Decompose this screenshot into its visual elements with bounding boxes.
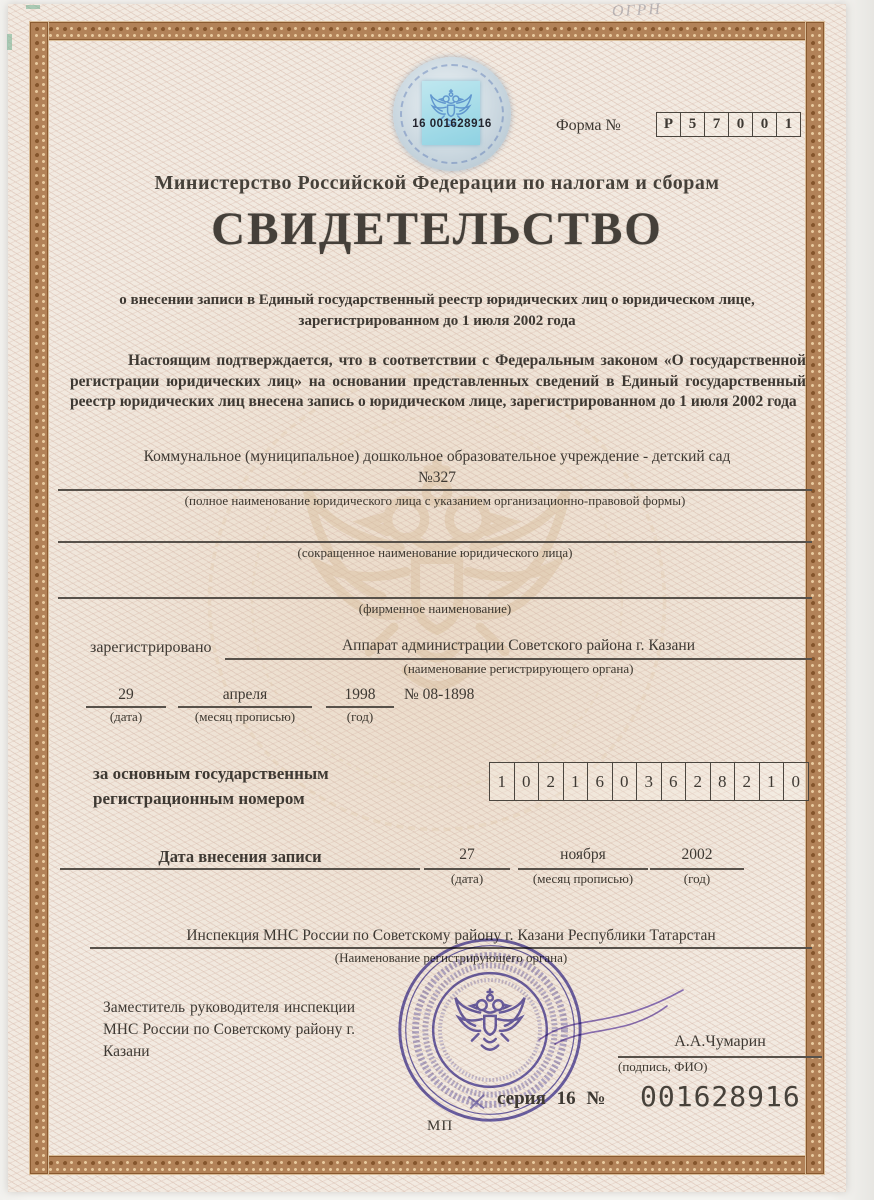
- entry-date-month: ноября: [560, 846, 606, 863]
- full-name-underline: [58, 489, 812, 491]
- form-cell: Р: [663, 116, 674, 132]
- full-name-value: Коммунальное (муниципальное) дошкольное образовательное учреждение - детский сад №327: [143, 448, 731, 486]
- frame-border-bottom: [30, 1156, 824, 1174]
- short-name-underline: [58, 541, 812, 543]
- ogrn-digit-cell: 2: [685, 763, 710, 800]
- ogrn-digit-cell: 0: [514, 763, 539, 800]
- ogrn-digit-cell: 3: [636, 763, 661, 800]
- entry-date-month-caption: (месяц прописью): [532, 871, 634, 886]
- reg-date-month: апреля: [222, 686, 268, 703]
- entry-date-year: 2002: [681, 846, 713, 863]
- form-cell: 1: [776, 113, 800, 136]
- form-number-boxes: [656, 112, 801, 137]
- entry-date-day-caption: (дата): [450, 871, 484, 886]
- ogrn-digit-cell: 2: [538, 763, 563, 800]
- registering-org-caption: (наименование регистрирующего органа): [403, 661, 634, 676]
- entry-date-year-underline: [650, 868, 744, 870]
- signature-name: А.А.Чумарин: [674, 1033, 766, 1050]
- reg-date-day-underline: [86, 706, 166, 708]
- registered-label: зарегистрировано: [90, 639, 212, 656]
- ministry-header: Министерство Российской Федерации по налогам и сборам: [154, 172, 720, 194]
- reg-date-year: 1998: [344, 686, 376, 703]
- certificate-subtitle: о внесении записи в Единый государственный реестр юридических лиц о юридическом лице, зарегистрированном до 1 июля 2002 года: [119, 292, 755, 329]
- certificate-title: СВИДЕТЕЛЬСТВО: [211, 203, 663, 255]
- entry-date-day: 27: [459, 846, 475, 863]
- short-name-caption: (сокращенное наименование юридического лица): [297, 545, 573, 560]
- hologram-serial: 16 001628916: [412, 118, 492, 130]
- ogrn-digit-cell: 6: [661, 763, 686, 800]
- form-cell: 5: [680, 113, 704, 136]
- ogrn-digit-cell: 2: [734, 763, 759, 800]
- form-cell: 0: [752, 113, 776, 136]
- ogrn-digit-cell: 0: [612, 763, 637, 800]
- signature-caption: (подпись, ФИО): [618, 1059, 708, 1074]
- hologram-eagle-icon: [422, 81, 480, 145]
- ogrn-digit-cell: 8: [710, 763, 735, 800]
- full-name-caption: (полное наименование юридического лица с указанием организационно-правовой формы): [184, 493, 686, 508]
- ogrn-digit-cell: 6: [587, 763, 612, 800]
- brand-name-caption: (фирменное наименование): [358, 601, 512, 616]
- reg-date-month-underline: [178, 706, 312, 708]
- ogrn-label: за основным государственным регистрационным номером: [93, 764, 329, 808]
- form-cell: 0: [728, 113, 752, 136]
- reg-date-month-caption: (месяц прописью): [194, 709, 296, 724]
- entry-date-label: Дата внесения записи: [158, 847, 322, 866]
- authority-value: Инспекция МНС России по Советскому району г. Казани Республики Татарстан: [186, 927, 716, 944]
- signer-title: Заместитель руководителя инспекции МНС России по Советскому району г. Казани: [103, 999, 355, 1060]
- reg-date-day-caption: (дата): [109, 709, 143, 724]
- entry-date-label-underline: [60, 868, 420, 870]
- scanner-mark: [26, 5, 40, 9]
- ogrn-digit-cell: 0: [783, 763, 808, 800]
- registering-org-underline: [225, 658, 812, 660]
- reg-date-year-caption: (год): [346, 709, 374, 724]
- certificate-body-text: Настоящим подтверждается, что в соответствии с Федеральным законом «О государственной регистрации юридических лиц» на основании представленных сведений в Единый государственный реестр юридических лиц внесена запись о юридическом лице, зарегистрированном до 1 июля 2002 года: [70, 352, 806, 410]
- ogrn-digit-cell: 1: [759, 763, 784, 800]
- signature-underline: [618, 1056, 822, 1058]
- registering-org-value: Аппарат администрации Советского района г. Казани: [341, 637, 696, 654]
- stamp-place-label: МП: [427, 1118, 454, 1134]
- entry-date-year-caption: (год): [683, 871, 711, 886]
- hologram-emblem-square: [422, 81, 480, 145]
- entry-date-month-underline: [518, 868, 648, 870]
- series-label: серия 16 №: [497, 1088, 606, 1109]
- pencil-note: ОГРН: [611, 0, 663, 21]
- entry-date-day-underline: [424, 868, 510, 870]
- reg-date-day: 29: [118, 686, 134, 703]
- scanner-mark: [7, 34, 12, 50]
- brand-name-underline: [58, 597, 812, 599]
- ogrn-digit-cell: 1: [497, 771, 506, 791]
- ogrn-digit-cell: 1: [563, 763, 588, 800]
- hologram-sticker: [393, 57, 511, 171]
- form-cell: 7: [704, 113, 728, 136]
- reg-date-year-underline: [326, 706, 394, 708]
- form-number-label: Форма №: [556, 117, 621, 134]
- reg-doc-number: № 08-1898: [404, 686, 475, 703]
- frame-border-top: [30, 22, 824, 40]
- ogrn-boxes: [489, 762, 809, 801]
- authority-caption: (Наименование регистрирующего органа): [334, 950, 568, 965]
- series-number: 001628916: [640, 1080, 801, 1113]
